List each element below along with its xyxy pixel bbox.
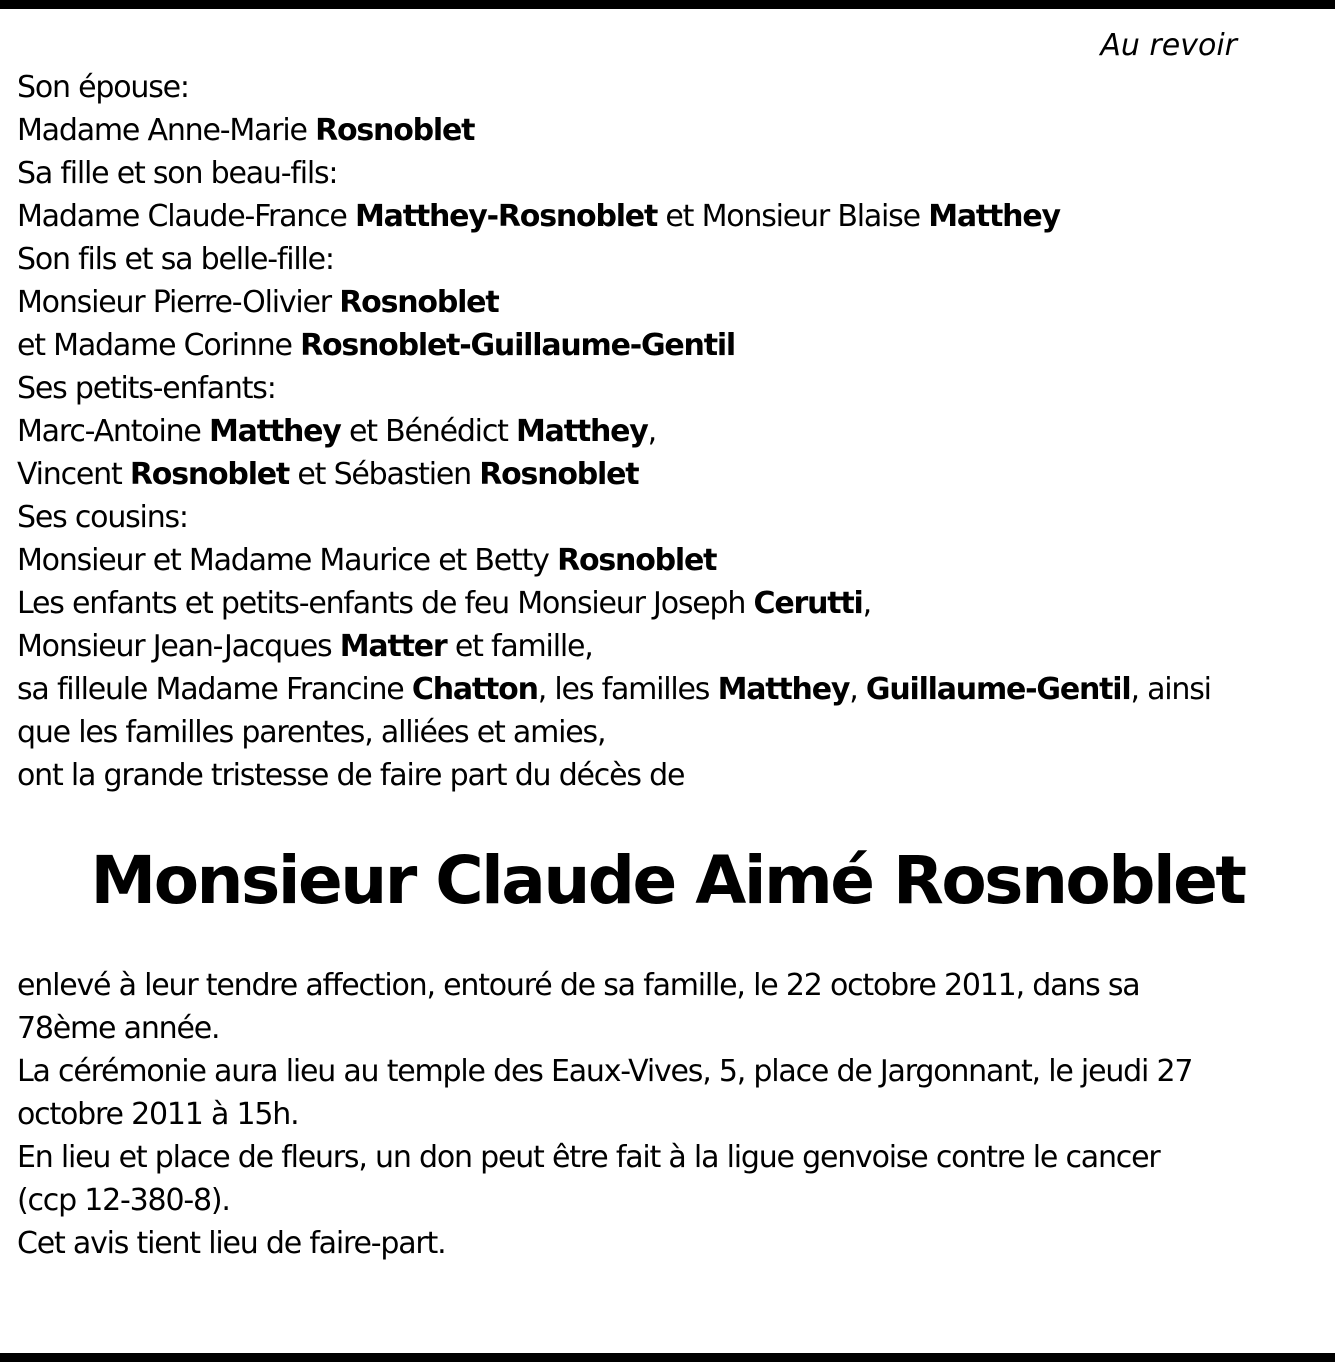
cousin-name: Les enfants et petits-enfants de feu Monsieur Joseph (17, 586, 754, 621)
details-line: La cérémonie aura lieu au temple des Eaux-Vives, 5, place de Jargonnant, le jeudi 27 (17, 1054, 1193, 1089)
daughter-in-law-name: et Madame Corinne (17, 328, 301, 363)
son-in-law-surname: Matthey (928, 199, 1060, 234)
grandchild-name: et Sébastien (289, 457, 480, 492)
grandchild-name: Vincent (17, 457, 130, 492)
grandchild-name: et Bénédict (340, 414, 517, 449)
signoff-text: Au revoir (1100, 28, 1237, 63)
goddaughter-surname: Chatton (411, 672, 538, 707)
details-line: Cet avis tient lieu de faire-part. (17, 1226, 446, 1261)
grandchildren-heading: Ses petits-enfants: (17, 371, 276, 406)
relatives-line: que les familles parentes, alliées et amies, (17, 715, 606, 750)
grandchild-surname: Rosnoblet (129, 457, 290, 492)
details-line: En lieu et place de fleurs, un don peut être fait à la ligue genvoise contre le cancer (17, 1140, 1160, 1175)
cousin-name: Monsieur Jean-Jacques (17, 629, 340, 664)
grandchild-surname: Matthey (516, 414, 648, 449)
funeral-details (17, 964, 1317, 1265)
daughter-name: Madame Claude-France (17, 199, 356, 234)
punctuation: , (849, 672, 866, 707)
cousin-surname: Rosnoblet (557, 543, 717, 578)
cousin-suffix: et famille, (446, 629, 593, 664)
daughter-heading: Sa fille et son beau-fils: (17, 156, 338, 191)
son-surname: Rosnoblet (339, 285, 499, 320)
family-list (17, 66, 1317, 797)
families-label: , les familles (537, 672, 718, 707)
son-in-law-name: et Monsieur Blaise (657, 199, 929, 234)
bottom-border-rule (0, 1353, 1335, 1362)
punctuation: , (647, 414, 656, 449)
cousins-line-2 (17, 582, 1317, 625)
goddaughter-suffix: , ainsi (1130, 672, 1211, 707)
spouse-line (17, 109, 1317, 152)
grandchildren-line-1 (17, 410, 1317, 453)
details-line: 78ème année. (17, 1011, 220, 1046)
punctuation: , (862, 586, 871, 621)
son-heading: Son fils et sa belle-fille: (17, 242, 334, 277)
son-name: Monsieur Pierre-Olivier (17, 285, 340, 320)
cousins-heading: Ses cousins: (17, 500, 188, 535)
family-surname: Guillaume-Gentil (865, 672, 1131, 707)
daughter-in-law-line (17, 324, 1317, 367)
cousin-name: Monsieur et Madame Maurice et Betty (17, 543, 558, 578)
goddaughter-name: sa filleule Madame Francine (17, 672, 412, 707)
details-line: octobre 2011 à 15h. (17, 1097, 299, 1132)
cousins-line-3 (17, 625, 1317, 668)
top-border-rule (0, 0, 1335, 9)
details-line: (ccp 12-380-8). (17, 1183, 230, 1218)
daughter-surname: Matthey-Rosnoblet (355, 199, 658, 234)
spouse-name: Madame Anne-Marie (17, 113, 316, 148)
details-line: enlevé à leur tendre affection, entouré de sa famille, le 22 octobre 2011, dans sa (17, 968, 1140, 1003)
grandchild-name: Marc-Antoine (17, 414, 209, 449)
goddaughter-line (17, 668, 1317, 711)
son-line (17, 281, 1317, 324)
announcement-line: ont la grande tristesse de faire part du décès de (17, 758, 685, 793)
deceased-name: Monsieur Claude Aimé Rosnoblet (90, 842, 1245, 919)
family-surname: Matthey (717, 672, 850, 707)
cousin-surname: Cerutti (753, 586, 863, 621)
grandchild-surname: Matthey (209, 414, 341, 449)
grandchild-surname: Rosnoblet (479, 457, 639, 492)
daughter-line (17, 195, 1317, 238)
spouse-surname: Rosnoblet (315, 113, 475, 148)
cousin-surname: Matter (339, 629, 447, 664)
cousins-line-1 (17, 539, 1317, 582)
spouse-heading: Son épouse: (17, 70, 189, 105)
grandchildren-line-2 (17, 453, 1317, 496)
daughter-in-law-surname: Rosnoblet-Guillaume-Gentil (300, 328, 736, 363)
